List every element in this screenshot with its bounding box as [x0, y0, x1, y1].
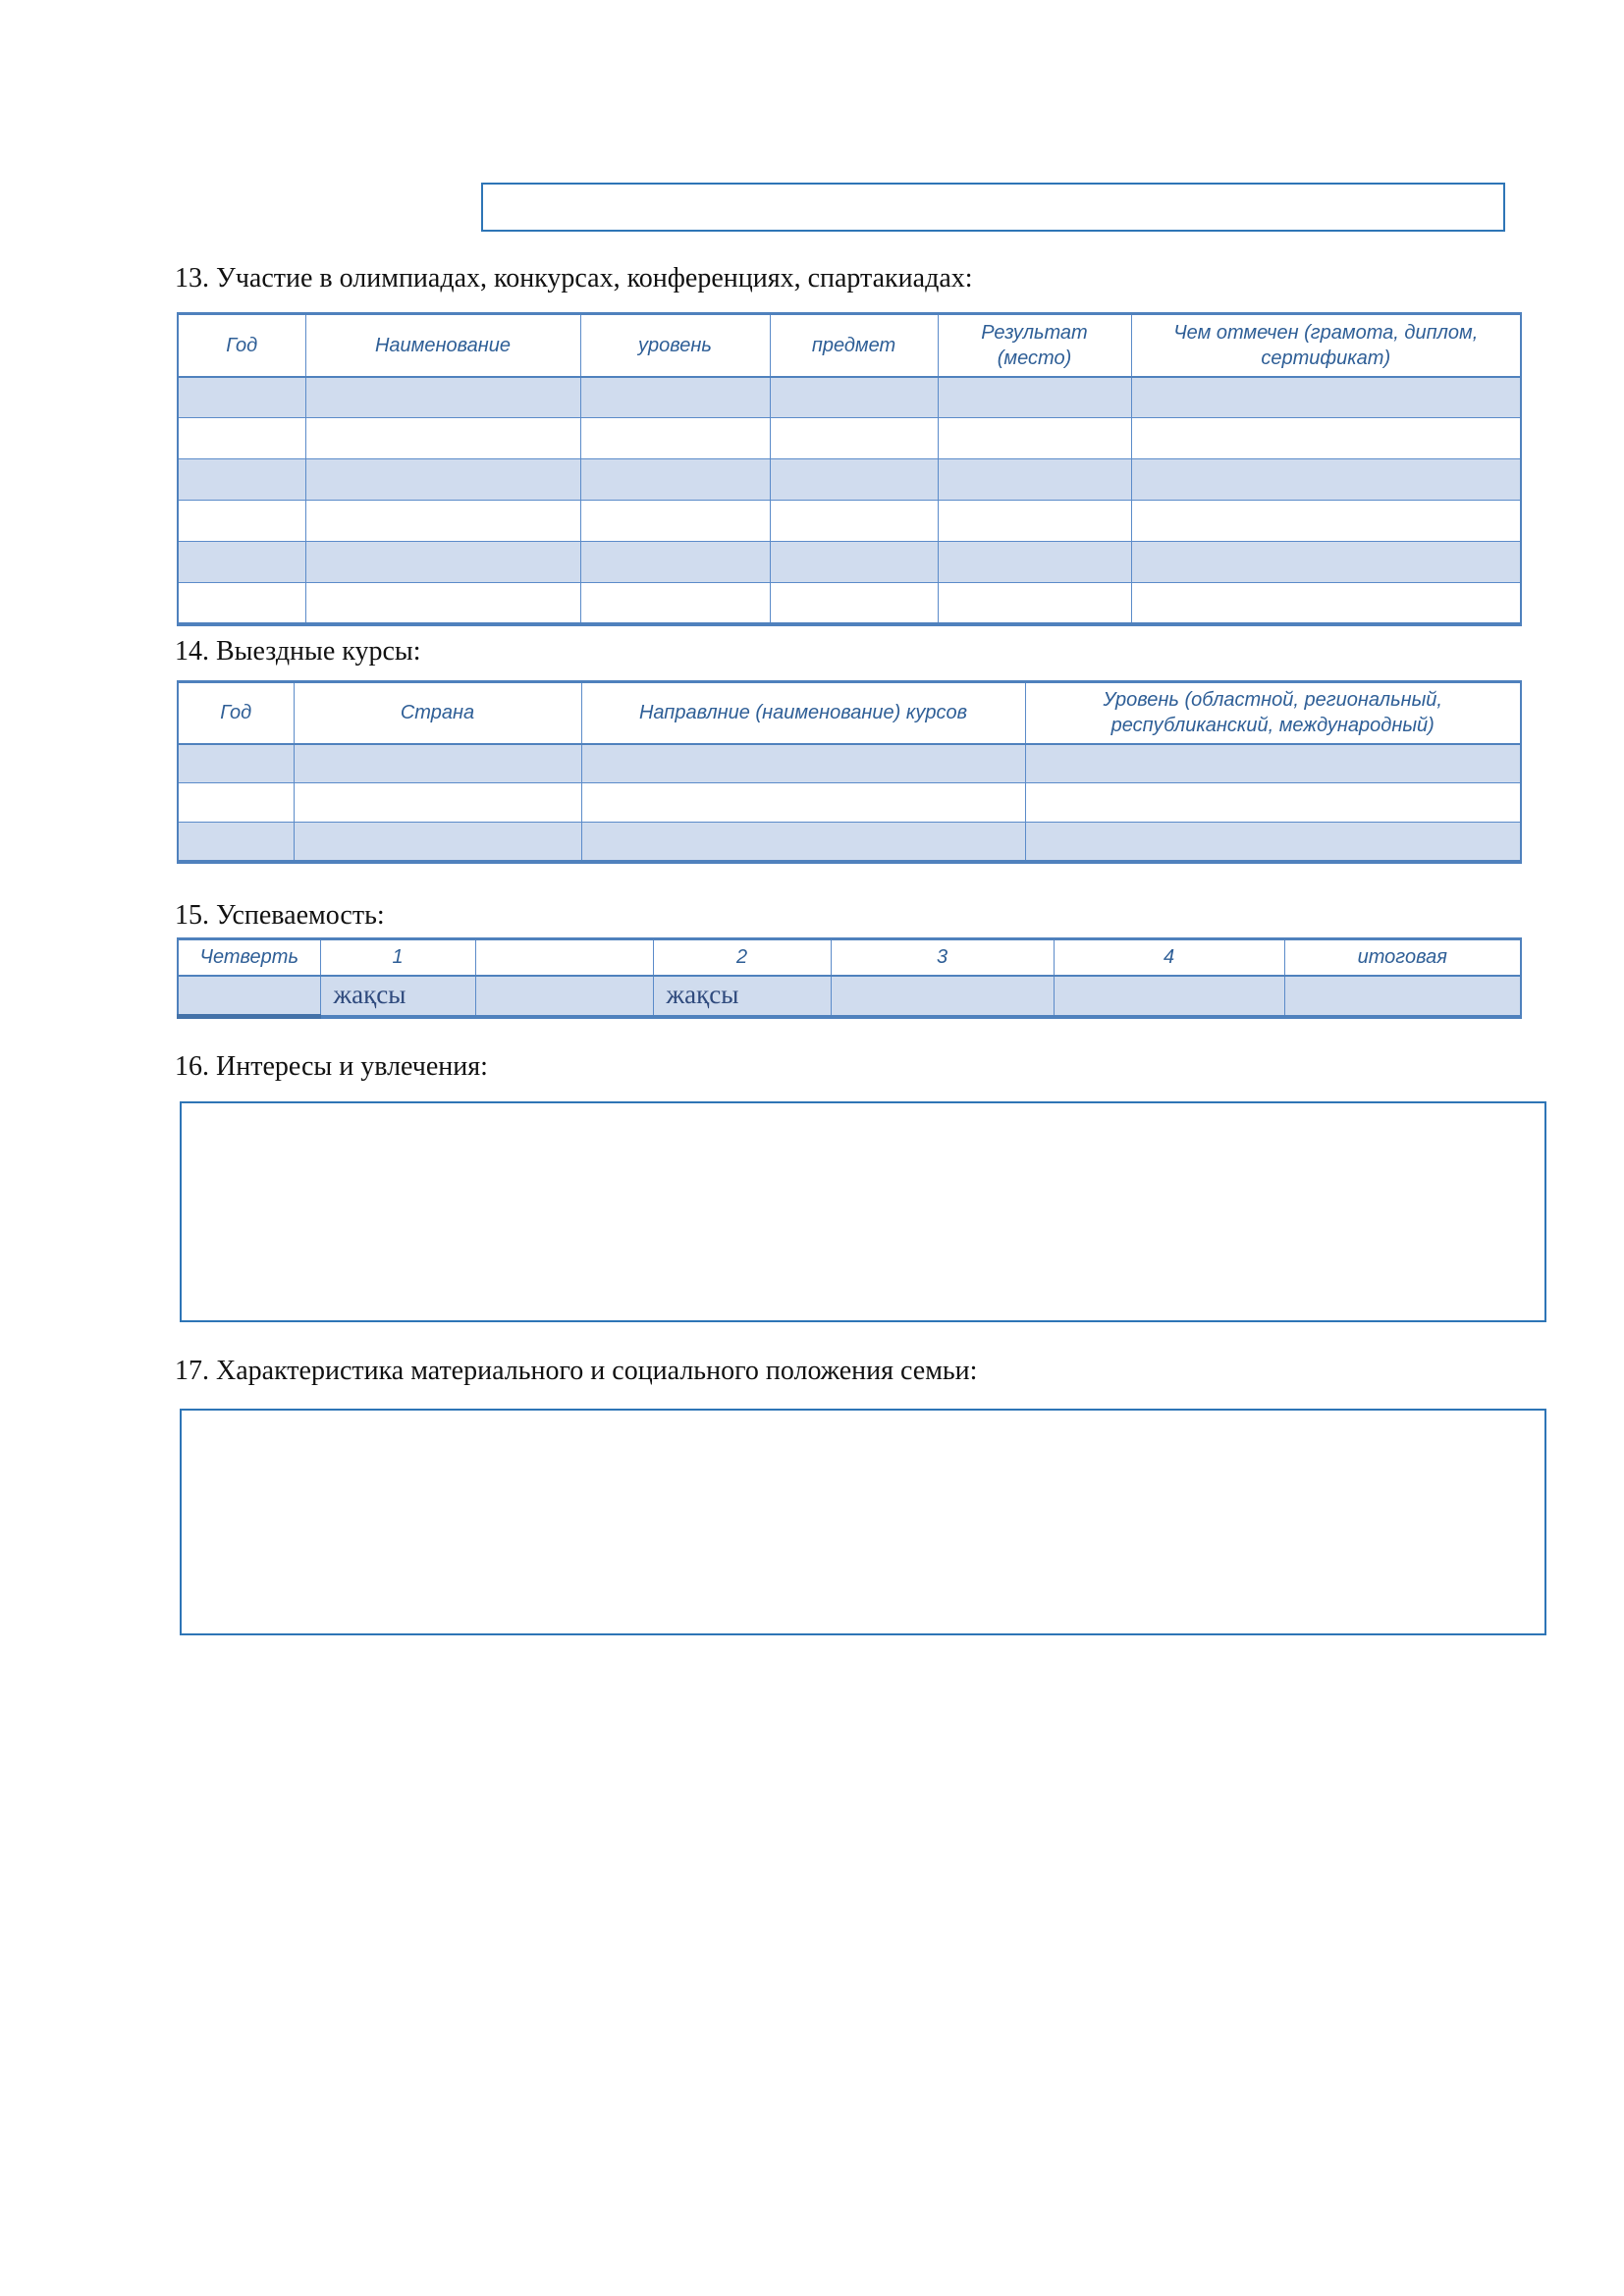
column-header-blank: [475, 939, 653, 976]
column-header-award: Чем отмечен (грамота, диплом, сертификат): [1131, 314, 1521, 377]
table-cell[interactable]: [938, 542, 1131, 583]
table-cell[interactable]: [580, 377, 770, 418]
table-cell[interactable]: [1284, 976, 1521, 1017]
table-cell[interactable]: [1131, 459, 1521, 501]
table-row: [178, 976, 1521, 1017]
table-cell[interactable]: [305, 542, 580, 583]
table-cell[interactable]: [580, 501, 770, 542]
column-header-quarter: Четверть: [178, 939, 320, 976]
olympiads-table-header: [178, 314, 1521, 377]
family-status-fill-in-field[interactable]: [180, 1409, 1546, 1635]
table-cell[interactable]: [770, 377, 938, 418]
section-16-heading: 16. Интересы и увлечения:: [175, 1051, 488, 1082]
column-header-name: Наименование: [305, 314, 580, 377]
column-header-q3: 3: [831, 939, 1054, 976]
table-cell[interactable]: [580, 418, 770, 459]
grades-table: [177, 937, 1522, 1019]
table-cell[interactable]: [305, 418, 580, 459]
table-cell[interactable]: [178, 744, 294, 783]
section-15-heading: 15. Успеваемость:: [175, 900, 385, 931]
field-courses-table: [177, 680, 1522, 864]
table-cell[interactable]: [938, 501, 1131, 542]
table-cell[interactable]: [178, 418, 305, 459]
table-cell[interactable]: [1025, 783, 1521, 823]
table-cell[interactable]: [831, 976, 1054, 1017]
table-cell[interactable]: [770, 418, 938, 459]
table-row: [178, 542, 1521, 583]
table-cell[interactable]: [581, 823, 1025, 862]
column-header-subject: предмет: [770, 314, 938, 377]
table-cell[interactable]: [294, 744, 581, 783]
table-cell[interactable]: жақсы: [320, 976, 475, 1017]
table-cell[interactable]: [178, 377, 305, 418]
table-cell[interactable]: [178, 823, 294, 862]
table-cell[interactable]: [581, 783, 1025, 823]
olympiads-table: [177, 312, 1522, 626]
table-cell[interactable]: [580, 583, 770, 624]
table-cell[interactable]: [1131, 501, 1521, 542]
table-cell[interactable]: [1025, 823, 1521, 862]
top-fill-in-field[interactable]: [481, 183, 1505, 232]
table-cell[interactable]: [770, 542, 938, 583]
table-row: [178, 823, 1521, 862]
table-cell[interactable]: [938, 583, 1131, 624]
table-cell[interactable]: [178, 542, 305, 583]
table-cell[interactable]: [1131, 542, 1521, 583]
table-row: [178, 744, 1521, 783]
table-cell[interactable]: [305, 459, 580, 501]
section-17-heading: 17. Характеристика материального и социального положения семьи:: [175, 1356, 978, 1386]
column-header-course-direction: Направлние (наименование) курсов: [581, 682, 1025, 744]
table-cell[interactable]: [938, 377, 1131, 418]
table-cell[interactable]: [581, 744, 1025, 783]
table-cell[interactable]: [1025, 744, 1521, 783]
table-row: [178, 418, 1521, 459]
table-cell[interactable]: жақсы: [653, 976, 831, 1017]
table-cell[interactable]: [1131, 418, 1521, 459]
column-header-result: Результат (место): [938, 314, 1131, 377]
column-header-q4: 4: [1054, 939, 1284, 976]
table-cell[interactable]: [580, 542, 770, 583]
table-cell[interactable]: [770, 459, 938, 501]
table-cell[interactable]: [580, 459, 770, 501]
table-cell[interactable]: [178, 501, 305, 542]
section-14-heading: 14. Выездные курсы:: [175, 636, 421, 667]
table-cell[interactable]: [770, 501, 938, 542]
table-row: [178, 501, 1521, 542]
table-cell[interactable]: [770, 583, 938, 624]
table-row: [178, 459, 1521, 501]
column-header-year: Год: [178, 682, 294, 744]
table-cell[interactable]: [294, 783, 581, 823]
table-cell[interactable]: [178, 459, 305, 501]
table-cell[interactable]: [294, 823, 581, 862]
interests-fill-in-field[interactable]: [180, 1101, 1546, 1322]
table-cell[interactable]: [305, 377, 580, 418]
column-header-level: уровень: [580, 314, 770, 377]
table-cell[interactable]: [305, 501, 580, 542]
column-header-q2: 2: [653, 939, 831, 976]
table-row: [178, 583, 1521, 624]
table-cell[interactable]: [938, 459, 1131, 501]
table-cell[interactable]: [1131, 583, 1521, 624]
column-header-q1: 1: [320, 939, 475, 976]
table-row: [178, 377, 1521, 418]
column-header-year: Год: [178, 314, 305, 377]
table-cell[interactable]: [475, 976, 653, 1017]
grades-table-header: [178, 939, 1521, 976]
column-header-course-level: Уровень (областной, региональный, республиканский, международный): [1025, 682, 1521, 744]
column-header-country: Страна: [294, 682, 581, 744]
table-cell[interactable]: [1054, 976, 1284, 1017]
table-cell[interactable]: [178, 783, 294, 823]
section-13-heading: 13. Участие в олимпиадах, конкурсах, конференциях, спартакиадах:: [175, 263, 973, 294]
column-header-final: итоговая: [1284, 939, 1521, 976]
field-courses-table-header: [178, 682, 1521, 744]
table-cell[interactable]: [178, 976, 320, 1017]
table-cell[interactable]: [178, 583, 305, 624]
table-cell[interactable]: [305, 583, 580, 624]
table-cell[interactable]: [1131, 377, 1521, 418]
table-cell[interactable]: [938, 418, 1131, 459]
table-row: [178, 783, 1521, 823]
